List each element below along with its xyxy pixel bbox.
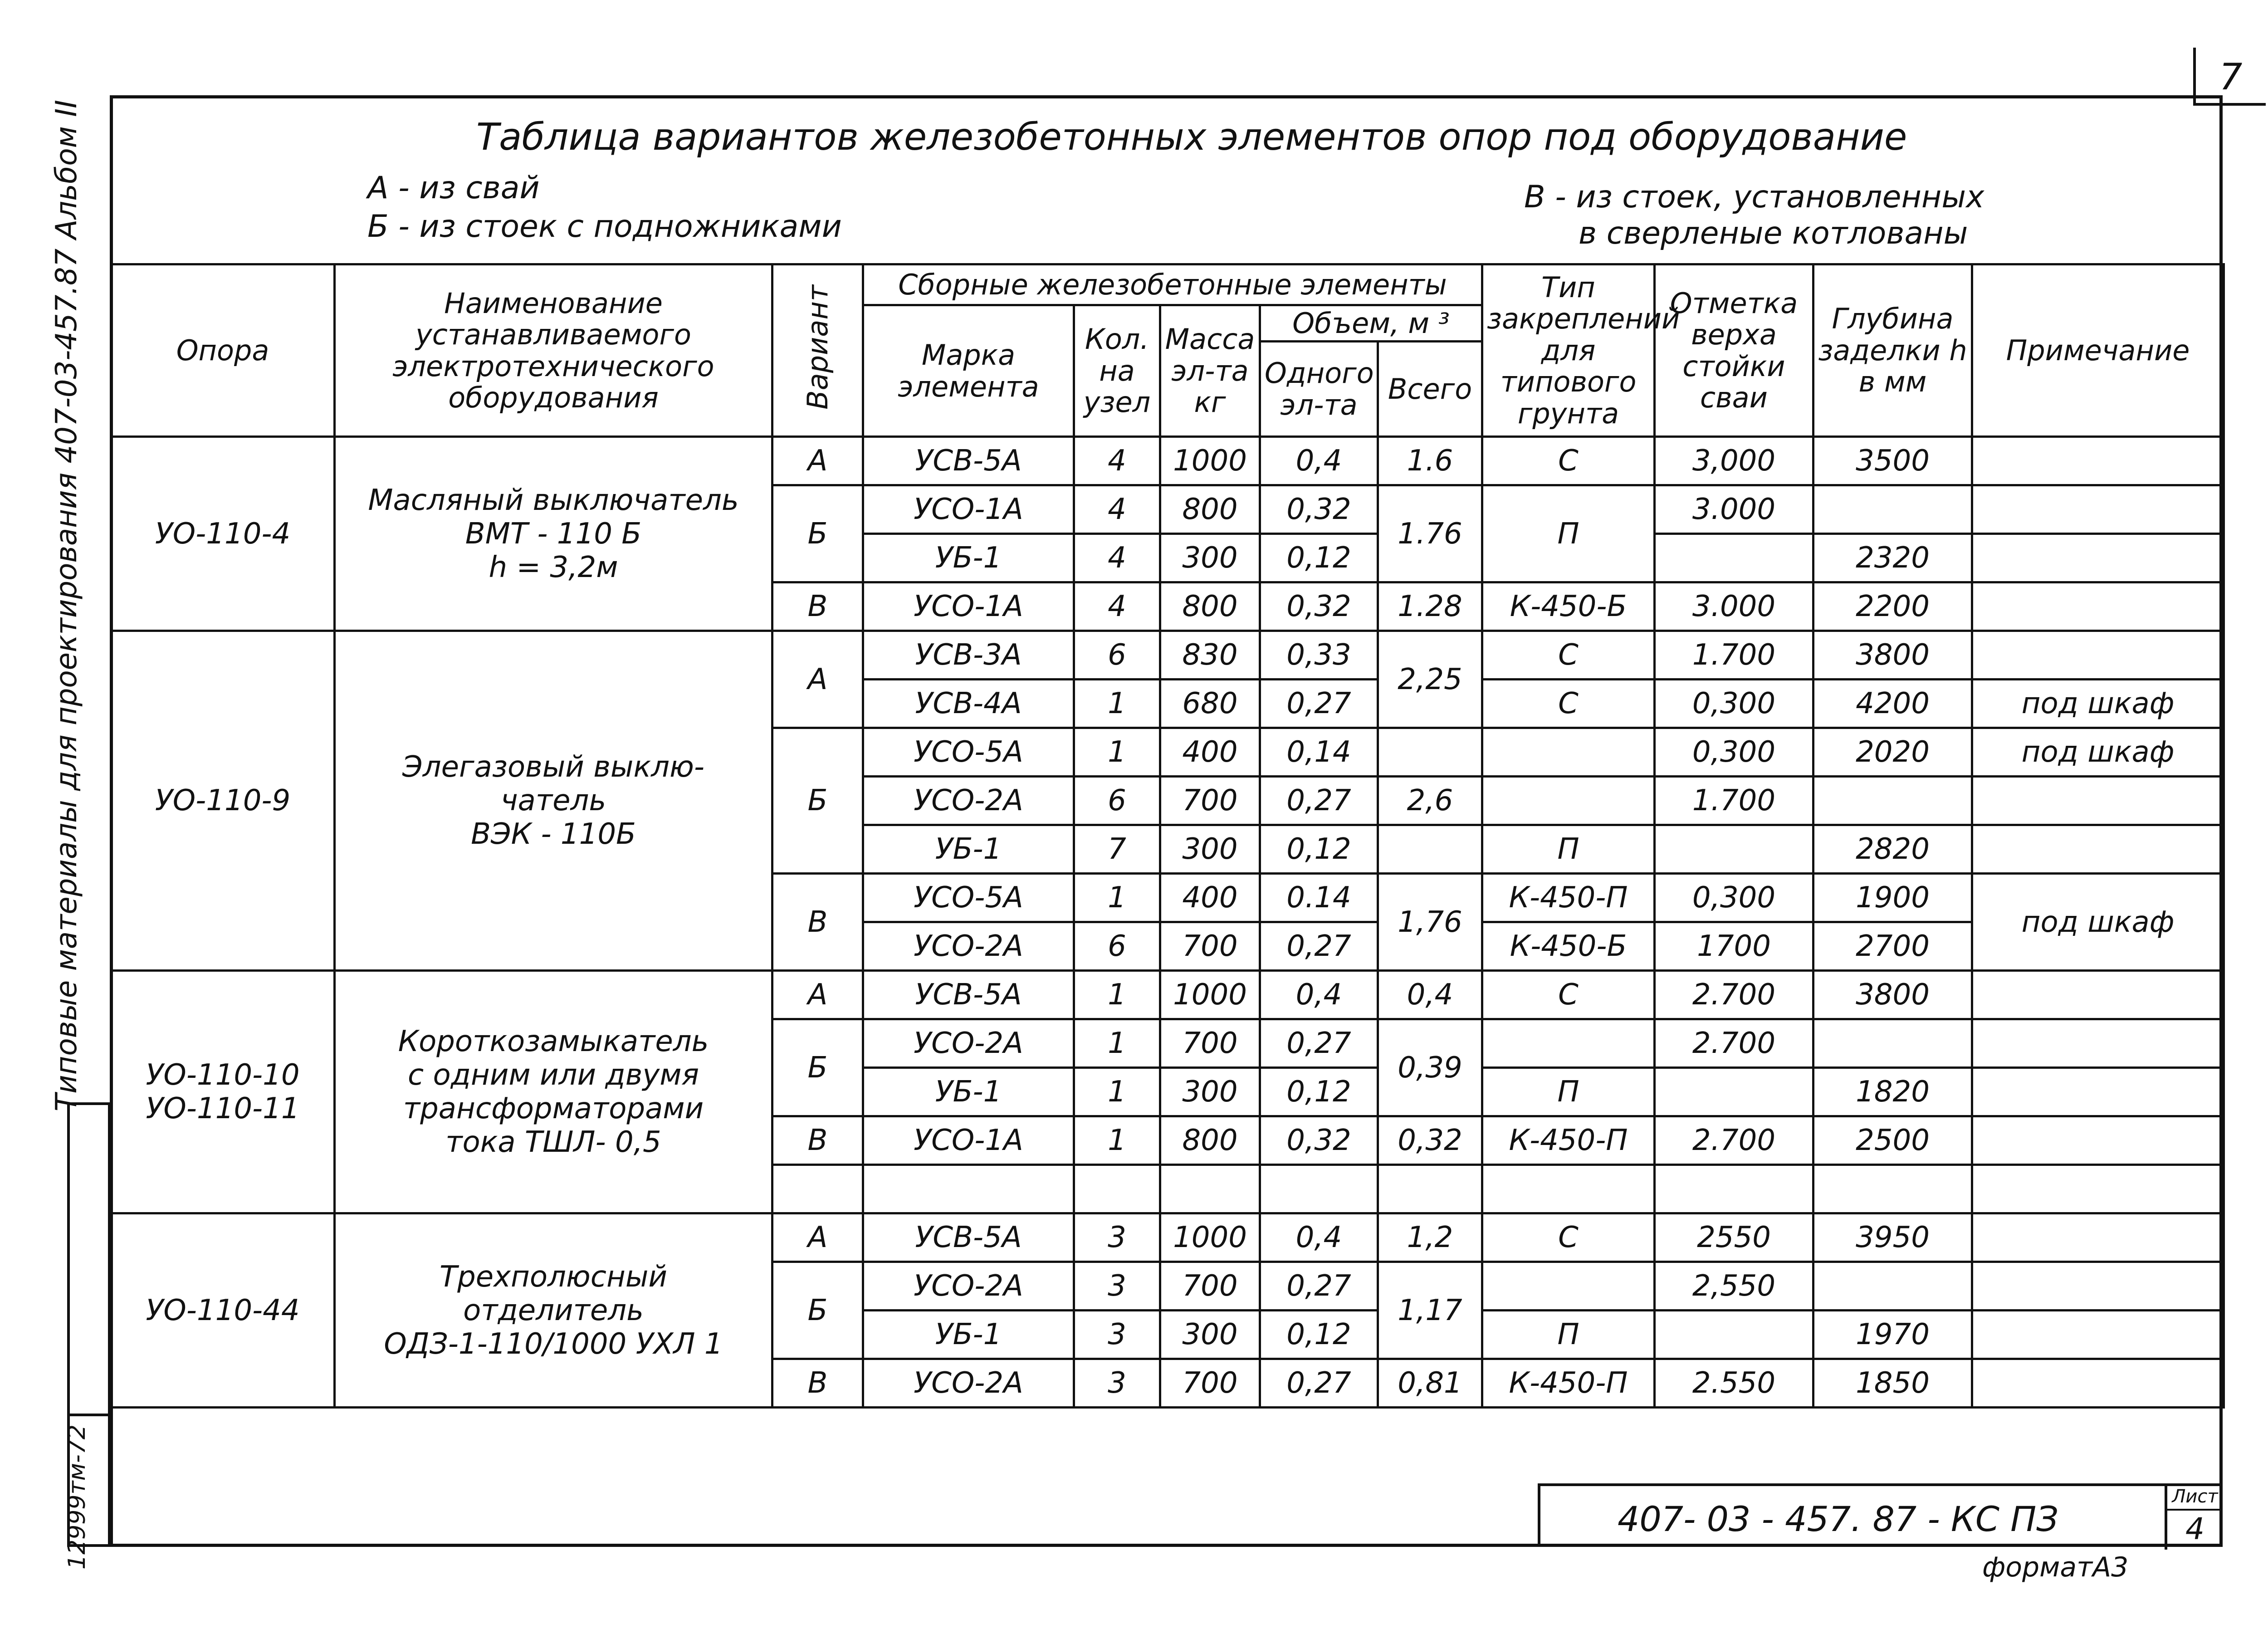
- marka-cell: УСО-1А: [863, 485, 1074, 534]
- prim-cell: [1972, 1359, 2224, 1408]
- odnogo-cell: 0,12: [1260, 1311, 1378, 1359]
- variant-cell: А: [772, 631, 863, 728]
- album-text: Типовые материалы для проектирования 407-03-457.87 Альбом II: [50, 99, 83, 1111]
- vsego-cell: 0,32: [1378, 1116, 1482, 1165]
- title-block: [1538, 1483, 2223, 1547]
- tip-cell: [1482, 728, 1655, 777]
- otmetka-cell: 2.550: [1655, 1359, 1813, 1408]
- kol-cell: 3: [1074, 1262, 1160, 1311]
- opora-line: УО-110-10: [146, 1058, 300, 1092]
- tip-cell: К-450-Б: [1482, 922, 1655, 971]
- col-otmetka: Отметка верха стойки сваи: [1655, 264, 1813, 437]
- variant-cell: А: [772, 971, 863, 1019]
- otmetka-cell: 0,300: [1655, 728, 1813, 777]
- odnogo-cell: 0,33: [1260, 631, 1378, 680]
- glubina-cell: 2320: [1813, 534, 1972, 582]
- page-number: 7: [2219, 56, 2243, 98]
- prim-cell: [1972, 437, 2224, 485]
- glubina-cell: [1813, 1165, 1972, 1213]
- glubina-cell: 2700: [1813, 922, 1972, 971]
- prim-cell: [1972, 485, 2224, 534]
- naim-line: h = 3,2м: [489, 550, 618, 584]
- naim-line: тока ТШЛ- 0,5: [445, 1125, 661, 1159]
- otmetka-cell: 3,000: [1655, 437, 1813, 485]
- tip-cell: К-450-Б: [1482, 582, 1655, 631]
- prim-cell: [1972, 971, 2224, 1019]
- glubina-cell: 2820: [1813, 825, 1972, 874]
- glubina-cell: 4200: [1813, 680, 1972, 728]
- massa-cell: 300: [1160, 1068, 1260, 1116]
- tip-cell: [1482, 1262, 1655, 1311]
- legend-a: А - из свай: [367, 170, 540, 206]
- variant-cell: В: [772, 1359, 863, 1408]
- odnogo-cell: 0,27: [1260, 680, 1378, 728]
- massa-cell: 300: [1160, 825, 1260, 874]
- marka-cell: УСО-1А: [863, 582, 1074, 631]
- marka-cell: УБ-1: [863, 1311, 1074, 1359]
- table-row: [111, 631, 2224, 680]
- tip-cell: С: [1482, 971, 1655, 1019]
- odnogo-cell: 0,32: [1260, 582, 1378, 631]
- variant-cell: Б: [772, 728, 863, 874]
- variant-cell: Б: [772, 485, 863, 582]
- glubina-cell: 3800: [1813, 971, 1972, 1019]
- odnogo-cell: 0,12: [1260, 534, 1378, 582]
- col-glubina: Глубина заделки h в мм: [1813, 264, 1972, 437]
- col-prim: Примечание: [1972, 264, 2224, 437]
- side-stamp-box: [67, 1102, 111, 1547]
- glubina-cell: 1820: [1813, 1068, 1972, 1116]
- otmetka-cell: [1655, 825, 1813, 874]
- naim-line: трансформаторами: [403, 1092, 704, 1125]
- col-kol: Кол. на узел: [1074, 305, 1160, 437]
- prim-cell: [1972, 1165, 2224, 1213]
- marka-cell: УБ-1: [863, 1068, 1074, 1116]
- otmetka-cell: [1655, 1068, 1813, 1116]
- kol-cell: 1: [1074, 680, 1160, 728]
- massa-cell: 400: [1160, 874, 1260, 922]
- vsego-cell: [1378, 825, 1482, 874]
- opora-cell: УО-110-9: [111, 631, 335, 971]
- col-marka: Марка элемента: [863, 305, 1074, 437]
- kol-cell: 3: [1074, 1359, 1160, 1408]
- massa-cell: 700: [1160, 1359, 1260, 1408]
- vsego-cell: 1.28: [1378, 582, 1482, 631]
- tip-cell: С: [1482, 1213, 1655, 1262]
- otmetka-cell: 2550: [1655, 1213, 1813, 1262]
- vsego-cell: 0,81: [1378, 1359, 1482, 1408]
- otmetka-cell: 2.700: [1655, 1116, 1813, 1165]
- odnogo-cell: 0,27: [1260, 1359, 1378, 1408]
- massa-cell: 800: [1160, 485, 1260, 534]
- marka-cell: УСО-5А: [863, 728, 1074, 777]
- odnogo-cell: 0,27: [1260, 1262, 1378, 1311]
- opora-line: УО-110-11: [146, 1092, 300, 1125]
- otmetka-cell: [1655, 1165, 1813, 1213]
- tip-cell: С: [1482, 631, 1655, 680]
- glubina-cell: 3500: [1813, 437, 1972, 485]
- massa-cell: 800: [1160, 582, 1260, 631]
- tip-cell: П: [1482, 1311, 1655, 1359]
- kol-cell: 3: [1074, 1311, 1160, 1359]
- otmetka-cell: 2.700: [1655, 1019, 1813, 1068]
- otmetka-cell: 2.700: [1655, 971, 1813, 1019]
- glubina-cell: [1813, 485, 1972, 534]
- col-massa: Масса эл-та кг: [1160, 305, 1260, 437]
- glubina-cell: 2200: [1813, 582, 1972, 631]
- naim-line: ВМТ - 110 Б: [465, 517, 642, 551]
- naim-cell: [335, 1213, 772, 1408]
- col-odnogo: Одного эл-та: [1260, 342, 1378, 437]
- variant-cell: Б: [772, 1262, 863, 1359]
- kol-cell: 6: [1074, 922, 1160, 971]
- marka-cell: УСО-2А: [863, 922, 1074, 971]
- massa-cell: 1000: [1160, 437, 1260, 485]
- massa-cell: 700: [1160, 1262, 1260, 1311]
- tip-cell: П: [1482, 485, 1655, 582]
- glubina-cell: [1813, 777, 1972, 825]
- otmetka-cell: 2,550: [1655, 1262, 1813, 1311]
- prim-cell: под шкаф: [1972, 680, 2224, 728]
- prim-cell: [1972, 1311, 2224, 1359]
- massa-cell: 800: [1160, 1116, 1260, 1165]
- odnogo-cell: 0,32: [1260, 1116, 1378, 1165]
- legend-b: Б - из стоек с подножниками: [367, 209, 842, 245]
- prim-cell: [1972, 825, 2224, 874]
- odnogo-cell: 0,12: [1260, 825, 1378, 874]
- massa-cell: 400: [1160, 728, 1260, 777]
- prim-cell: [1972, 777, 2224, 825]
- marka-cell: УСВ-3А: [863, 631, 1074, 680]
- massa-cell: 680: [1160, 680, 1260, 728]
- otmetka-cell: 1.700: [1655, 777, 1813, 825]
- vsego-cell: 1.76: [1378, 485, 1482, 582]
- otmetka-cell: 0,300: [1655, 874, 1813, 922]
- tip-cell: П: [1482, 1068, 1655, 1116]
- odnogo-cell: 0,12: [1260, 1068, 1378, 1116]
- glubina-cell: 1970: [1813, 1311, 1972, 1359]
- prim-cell: под шкаф: [1972, 728, 2224, 777]
- opora-cell: УО-110-4: [111, 437, 335, 631]
- naim-line: чатель: [500, 784, 606, 817]
- variant-cell: Б: [772, 1019, 863, 1116]
- marka-cell: УСО-1А: [863, 1116, 1074, 1165]
- tip-cell: [1482, 1165, 1655, 1213]
- kol-cell: 4: [1074, 437, 1160, 485]
- col-tip: Тип закреплений для типового грунта: [1482, 264, 1655, 437]
- odnogo-cell: 0,27: [1260, 922, 1378, 971]
- tip-cell: К-450-П: [1482, 1116, 1655, 1165]
- marka-cell: УСО-2А: [863, 777, 1074, 825]
- naim-line: с одним или двумя: [407, 1058, 699, 1092]
- sheet-label: Лист: [2167, 1486, 2223, 1511]
- marka-cell: УСО-2А: [863, 1359, 1074, 1408]
- kol-cell: 1: [1074, 1068, 1160, 1116]
- massa-cell: 700: [1160, 777, 1260, 825]
- kol-cell: 1: [1074, 728, 1160, 777]
- odnogo-cell: 0,4: [1260, 971, 1378, 1019]
- naim-line: ВЭК - 110Б: [471, 817, 636, 851]
- odnogo-cell: [1260, 1165, 1378, 1213]
- odnogo-cell: 0,4: [1260, 437, 1378, 485]
- otmetka-cell: 0,300: [1655, 680, 1813, 728]
- document-code: 407- 03 - 457. 87 - КС ПЗ: [1618, 1499, 2058, 1539]
- odnogo-cell: 0,4: [1260, 1213, 1378, 1262]
- otmetka-cell: 3.000: [1655, 582, 1813, 631]
- prim-cell: [1972, 1262, 2224, 1311]
- glubina-cell: 3950: [1813, 1213, 1972, 1262]
- naim-line: Короткозамыкатель: [398, 1025, 709, 1058]
- kol-cell: 3: [1074, 1213, 1160, 1262]
- kol-cell: 1: [1074, 1116, 1160, 1165]
- inventory-number: 12999тм-72: [64, 1424, 91, 1570]
- prim-cell: [1972, 1213, 2224, 1262]
- glubina-cell: 2500: [1813, 1116, 1972, 1165]
- tip-cell: К-450-П: [1482, 1359, 1655, 1408]
- marka-cell: УБ-1: [863, 534, 1074, 582]
- legend-c-line2: в сверленые котлованы: [1579, 215, 1968, 251]
- format-label: форматА3: [1982, 1551, 2129, 1583]
- kol-cell: 6: [1074, 777, 1160, 825]
- kol-cell: 1: [1074, 1019, 1160, 1068]
- marka-cell: УСВ-5А: [863, 971, 1074, 1019]
- table-title: Таблица вариантов железобетонных элементов опор под оборудование: [476, 116, 1907, 159]
- vsego-cell: 1,2: [1378, 1213, 1482, 1262]
- tip-cell: [1482, 777, 1655, 825]
- glubina-cell: [1813, 1019, 1972, 1068]
- naim-line: отделитель: [463, 1293, 644, 1327]
- prim-cell: [1972, 631, 2224, 680]
- vsego-cell: [1378, 728, 1482, 777]
- massa-cell: 700: [1160, 922, 1260, 971]
- prim-cell: под шкаф: [1972, 874, 2224, 971]
- tip-cell: П: [1482, 825, 1655, 874]
- marka-cell: УСВ-5А: [863, 1213, 1074, 1262]
- vsego-cell: 0,4: [1378, 971, 1482, 1019]
- kol-cell: 6: [1074, 631, 1160, 680]
- vsego-cell: 2,6: [1378, 777, 1482, 825]
- otmetka-cell: [1655, 534, 1813, 582]
- otmetka-cell: 1700: [1655, 922, 1813, 971]
- table-row: [111, 971, 2224, 1019]
- prim-cell: [1972, 1019, 2224, 1068]
- prim-cell: [1972, 1116, 2224, 1165]
- marka-cell: УСО-2А: [863, 1262, 1074, 1311]
- naim-line: Элегазовый выклю-: [402, 750, 704, 784]
- prim-cell: [1972, 1068, 2224, 1116]
- glubina-cell: 2020: [1813, 728, 1972, 777]
- vsego-cell: 1,17: [1378, 1262, 1482, 1359]
- odnogo-cell: 0,27: [1260, 1019, 1378, 1068]
- glubina-cell: 3800: [1813, 631, 1972, 680]
- naim-cell: [335, 631, 772, 971]
- kol-cell: 1: [1074, 971, 1160, 1019]
- vsego-cell: 1,76: [1378, 874, 1482, 971]
- odnogo-cell: 0.14: [1260, 874, 1378, 922]
- col-vsego: Всего: [1378, 342, 1482, 437]
- massa-cell: [1160, 1165, 1260, 1213]
- marka-cell: УСО-5А: [863, 874, 1074, 922]
- table-row: [111, 1213, 2224, 1262]
- massa-cell: 300: [1160, 534, 1260, 582]
- kol-cell: 1: [1074, 874, 1160, 922]
- kol-cell: 4: [1074, 534, 1160, 582]
- marka-cell: [863, 1165, 1074, 1213]
- naim-line: Трехполюсный: [440, 1260, 667, 1294]
- odnogo-cell: 0,14: [1260, 728, 1378, 777]
- massa-cell: 1000: [1160, 1213, 1260, 1262]
- marka-cell: УСО-2А: [863, 1019, 1074, 1068]
- tip-cell: К-450-П: [1482, 874, 1655, 922]
- variant-cell: А: [772, 437, 863, 485]
- variant-cell: В: [772, 582, 863, 631]
- sheet-number: 4: [2185, 1512, 2204, 1546]
- vsego-cell: 2,25: [1378, 631, 1482, 728]
- otmetka-cell: 3.000: [1655, 485, 1813, 534]
- prim-cell: [1972, 534, 2224, 582]
- otmetka-cell: 1.700: [1655, 631, 1813, 680]
- vsego-cell: [1378, 1165, 1482, 1213]
- odnogo-cell: 0,32: [1260, 485, 1378, 534]
- massa-cell: 830: [1160, 631, 1260, 680]
- otmetka-cell: [1655, 1311, 1813, 1359]
- tip-cell: С: [1482, 437, 1655, 485]
- glubina-cell: 1900: [1813, 874, 1972, 922]
- marka-cell: УСВ-4А: [863, 680, 1074, 728]
- col-obem: Объем, м ³: [1260, 305, 1482, 342]
- kol-cell: 7: [1074, 825, 1160, 874]
- variant-cell: В: [772, 874, 863, 971]
- variant-label: Вариант: [801, 285, 834, 410]
- vsego-cell: 0,39: [1378, 1019, 1482, 1116]
- kol-cell: 4: [1074, 485, 1160, 534]
- opora-cell: УО-110-44: [111, 1213, 335, 1408]
- marka-cell: УСВ-5А: [863, 437, 1074, 485]
- tip-cell: [1482, 1019, 1655, 1068]
- naim-cell: [335, 971, 772, 1213]
- col-naim: Наименование устанавливаемого электротехнического оборудования: [335, 264, 772, 437]
- prim-cell: [1972, 582, 2224, 631]
- col-group: Сборные железобетонные элементы: [863, 264, 1482, 305]
- glubina-cell: 1850: [1813, 1359, 1972, 1408]
- legend-c-line1: В - из стоек, установленных: [1524, 179, 1984, 215]
- tip-cell: С: [1482, 680, 1655, 728]
- sheet-box: [2165, 1486, 2223, 1550]
- col-variant: [772, 264, 863, 437]
- glubina-cell: [1813, 1262, 1972, 1311]
- vsego-cell: 1.6: [1378, 437, 1482, 485]
- col-opora: Опора: [111, 264, 335, 437]
- kol-cell: [1074, 1165, 1160, 1213]
- massa-cell: 1000: [1160, 971, 1260, 1019]
- naim-line: ОДЗ-1-110/1000 УХЛ 1: [384, 1327, 723, 1361]
- variants-table: [110, 263, 2225, 1409]
- variant-cell: [772, 1165, 863, 1213]
- table-row: [111, 437, 2224, 485]
- massa-cell: 300: [1160, 1311, 1260, 1359]
- variant-cell: А: [772, 1213, 863, 1262]
- kol-cell: 4: [1074, 582, 1160, 631]
- naim-cell: [335, 437, 772, 631]
- opora-cell: [111, 971, 335, 1213]
- odnogo-cell: 0,27: [1260, 777, 1378, 825]
- marka-cell: УБ-1: [863, 825, 1074, 874]
- naim-line: Масляный выключатель: [368, 483, 739, 517]
- massa-cell: 700: [1160, 1019, 1260, 1068]
- variant-cell: В: [772, 1116, 863, 1165]
